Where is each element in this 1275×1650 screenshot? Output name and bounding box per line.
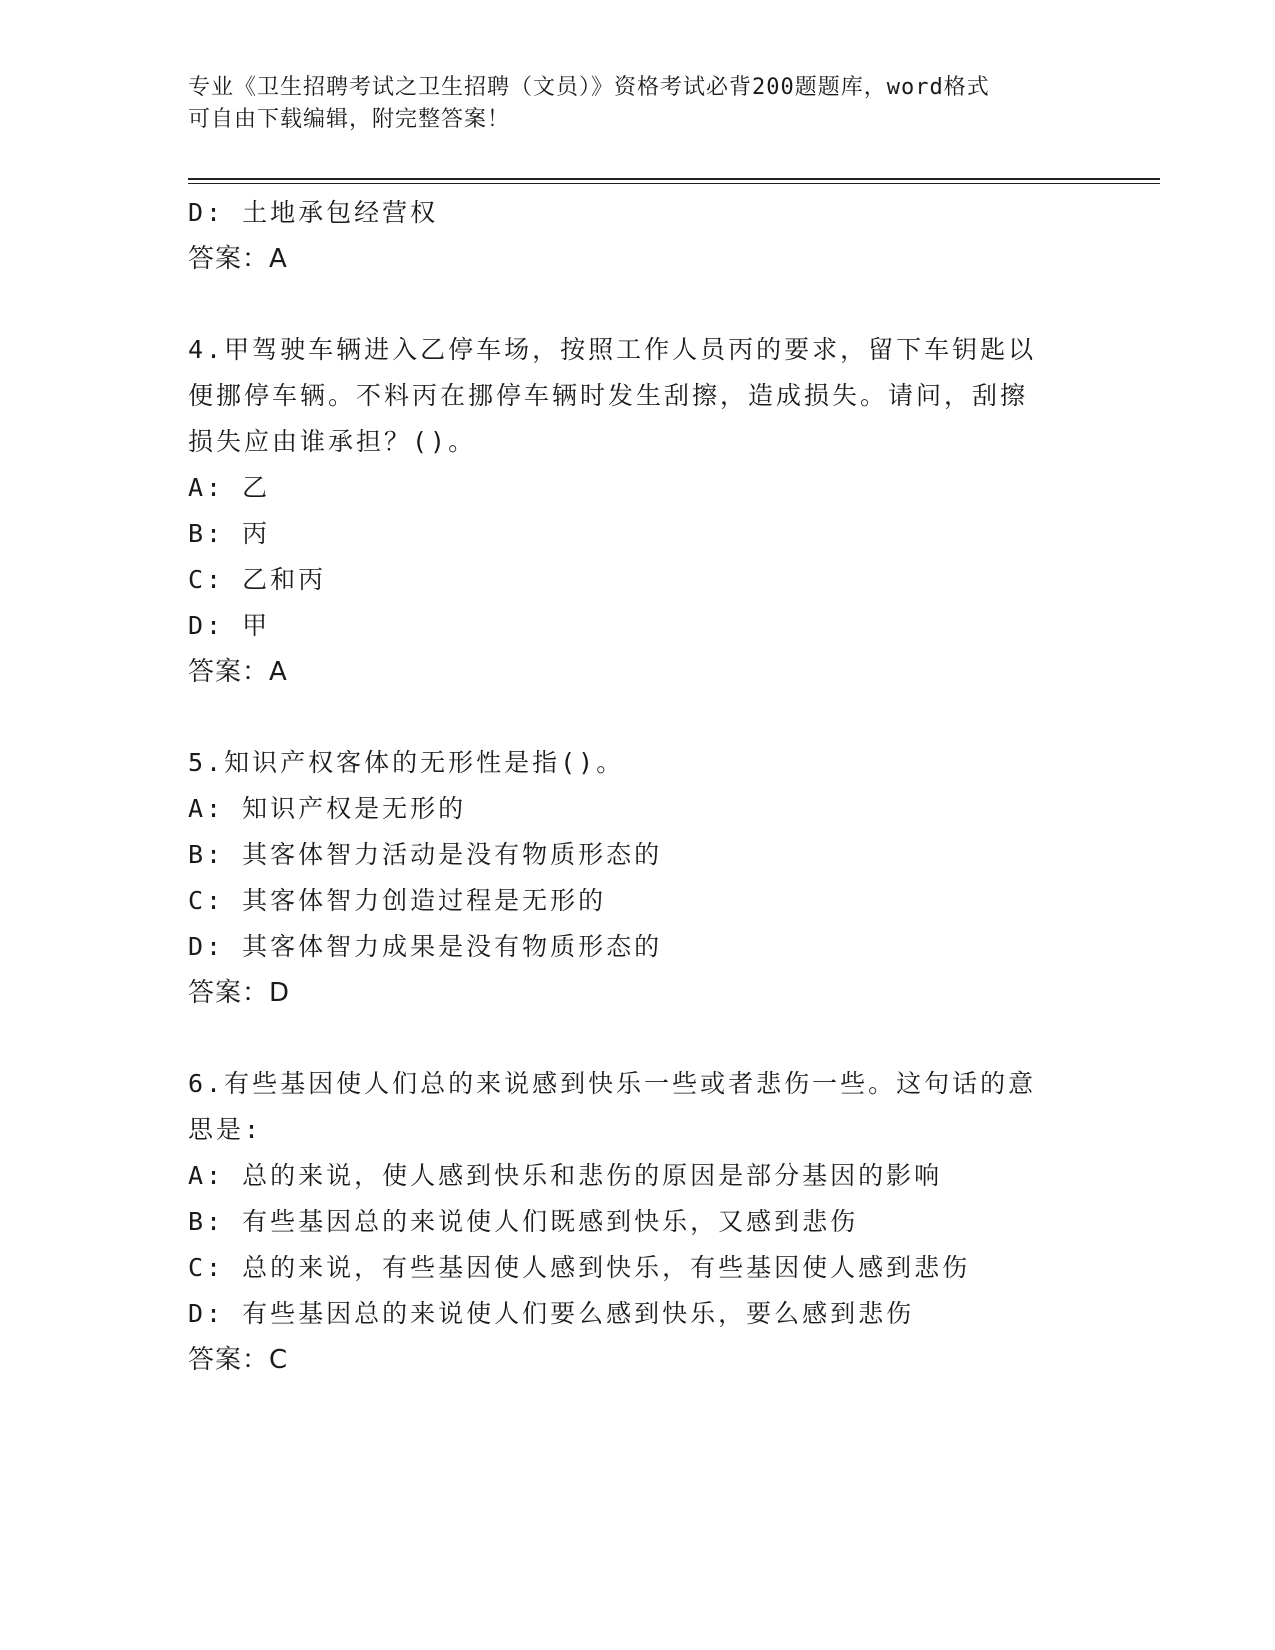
question-stem-line: 损失应由谁承担？()。 [188,427,477,456]
question-5 [188,740,1088,1016]
question-stem-line: 便挪停车辆。不料丙在挪停车辆时发生刮擦，造成损失。请问，刮擦 [188,381,1029,410]
question-stem [188,327,1088,465]
question-6 [188,1061,1088,1383]
option-b: B: 其客体智力活动是没有物质形态的 [188,840,663,869]
question-stem-line: 5.知识产权客体的无形性是指()。 [188,748,625,777]
answer-line: 答案：C [188,1345,289,1375]
option-d: D: 甲 [188,611,271,640]
spacer [188,282,1088,327]
document-header [188,72,1088,136]
answer-line: 答案：A [188,657,288,687]
header-title-line-2: 可自由下载编辑，附完整答案！ [188,107,511,132]
spacer [188,1016,1088,1061]
question-stem-line: 4.甲驾驶车辆进入乙停车场，按照工作人员丙的要求，留下车钥匙以 [188,335,1037,364]
question-list [188,190,1088,1383]
question-stem-line: 6.有些基因使人们总的来说感到快乐一些或者悲伤一些。这句话的意 [188,1069,1037,1098]
option-d: D: 其客体智力成果是没有物质形态的 [188,932,663,961]
option-c: C: 其客体智力创造过程是无形的 [188,886,607,915]
question-stem-line: 思是: [188,1115,263,1144]
question-4 [188,327,1088,695]
answer-line: 答案：D [188,978,291,1008]
spacer [188,695,1088,740]
question-stem [188,740,1088,786]
question-stem [188,1061,1088,1153]
header-divider-thick [188,178,1160,180]
option-a: A: 知识产权是无形的 [188,794,467,823]
option-c: C: 总的来说，有些基因使人感到快乐，有些基因使人感到悲伤 [188,1253,971,1282]
answer-line: 答案：A [188,244,288,274]
option-b: B: 有些基因总的来说使人们既感到快乐，又感到悲伤 [188,1207,859,1236]
header-divider-thin [188,183,1160,184]
option-a: A: 乙 [188,473,271,502]
option-b: B: 丙 [188,519,271,548]
option-d: D: 有些基因总的来说使人们要么感到快乐，要么感到悲伤 [188,1299,915,1328]
question-3-tail [188,190,1088,282]
option-c: C: 乙和丙 [188,565,327,594]
option-d: D: 土地承包经营权 [188,198,439,227]
option-a: A: 总的来说，使人感到快乐和悲伤的原因是部分基因的影响 [188,1161,943,1190]
header-title-line-1: 专业《卫生招聘考试之卫生招聘（文员）》资格考试必背200题题库，word格式 [188,75,990,100]
